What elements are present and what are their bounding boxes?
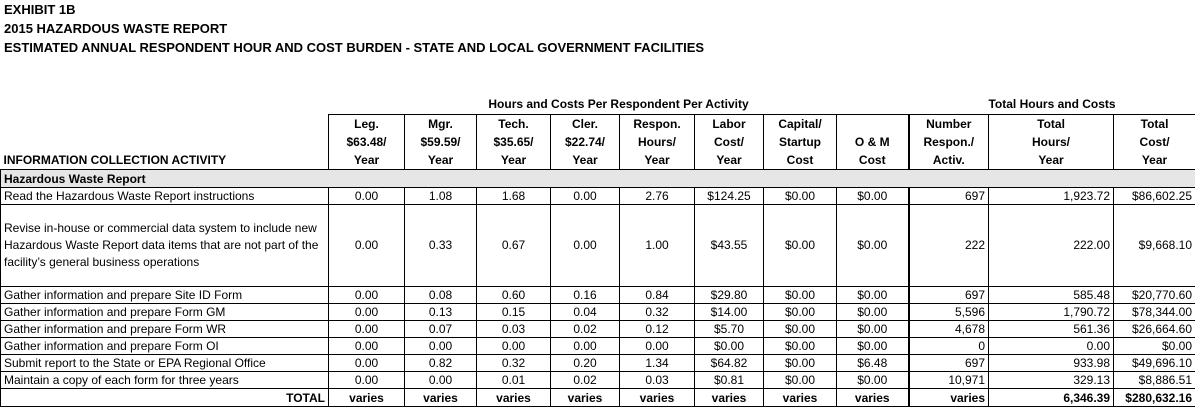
leg-cell: 0.00 [329,205,405,287]
respon-cell: 0.12 [620,321,695,338]
respon-cell: 0.84 [620,287,695,304]
col-total-hours-h3: Year [989,151,1114,170]
om-cell: $0.00 [837,188,909,205]
tech-cell: 0.01 [477,372,551,389]
col-leg-h2: $63.48/ [329,133,405,151]
header-row-1 [1,115,1195,134]
labor-cell: $124.25 [695,188,764,205]
total-cost-cell: $78,344.00 [1114,304,1195,321]
labor-cell: $14.00 [695,304,764,321]
labor-cell: $29.80 [695,287,764,304]
col-capital-h3: Cost [764,151,837,170]
om-cell: $6.48 [837,355,909,372]
total-capital-cell: varies [764,389,837,407]
leg-cell: 0.00 [329,287,405,304]
total-hours-cell: 933.98 [989,355,1114,372]
respon-cell: 0.03 [620,372,695,389]
section-label: Hazardous Waste Report [1,170,1195,188]
leg-cell: 0.00 [329,321,405,338]
tech-cell: 0.03 [477,321,551,338]
cler-cell: 0.00 [551,338,620,355]
col-om-h3: Cost [837,151,909,170]
tech-cell: 0.67 [477,205,551,287]
col-total-cost-h2: Cost/ [1114,133,1195,151]
activity-cell: Maintain a copy of each form for three years [1,372,329,389]
col-om-h2: O & M [837,133,909,151]
col-number-h3: Activ. [909,151,989,170]
burden-table [0,94,1195,407]
total-cost-cell: $86,602.25 [1114,188,1195,205]
leg-cell: 0.00 [329,304,405,321]
cler-cell: 0.16 [551,287,620,304]
cler-cell: 0.02 [551,321,620,338]
cler-cell: 0.02 [551,372,620,389]
om-cell: $0.00 [837,338,909,355]
total-labor-cell: varies [695,389,764,407]
col-labor-h2: Cost/ [695,133,764,151]
leg-cell: 0.00 [329,188,405,205]
tech-cell: 0.60 [477,287,551,304]
total-mgr-cell: varies [405,389,477,407]
col-om-h1 [837,115,909,134]
col-tech-h2: $35.65/ [477,133,551,151]
capital-cell: $0.00 [764,205,837,287]
col-labor-h1: Labor [695,115,764,134]
labor-cell: $0.00 [695,338,764,355]
total-row [1,389,1195,407]
total-leg-cell: varies [329,389,405,407]
col-leg-h3: Year [329,151,405,170]
capital-cell: $0.00 [764,355,837,372]
table-row [1,355,1195,372]
number-cell: 5,596 [909,304,989,321]
table-row [1,321,1195,338]
col-total-hours-h1: Total [989,115,1114,134]
total-cost-cell: $49,696.10 [1114,355,1195,372]
number-cell: 10,971 [909,372,989,389]
labor-cell: $64.82 [695,355,764,372]
col-capital-h1: Capital/ [764,115,837,134]
table-row [1,188,1195,205]
col-cler-h3: Year [551,151,620,170]
activity-cell: Submit report to the State or EPA Regional Office [1,355,329,372]
labor-cell: $43.55 [695,205,764,287]
om-cell: $0.00 [837,205,909,287]
capital-cell: $0.00 [764,188,837,205]
col-cler-h2: $22.74/ [551,133,620,151]
total-cost-cell: $9,668.10 [1114,205,1195,287]
cler-cell: 0.04 [551,304,620,321]
respon-cell: 2.76 [620,188,695,205]
report-titles [4,0,704,57]
total-cler-cell: varies [551,389,620,407]
col-total-hours-h2: Hours/ [989,133,1114,151]
respon-cell: 1.00 [620,205,695,287]
capital-cell: $0.00 [764,304,837,321]
col-capital-h2: Startup [764,133,837,151]
number-cell: 0 [909,338,989,355]
table-row [1,205,1195,287]
col-total-cost-h1: Total [1114,115,1195,134]
total-tech-cell: varies [477,389,551,407]
col-mgr-h3: Year [405,151,477,170]
leg-cell: 0.00 [329,355,405,372]
capital-cell: $0.00 [764,372,837,389]
report-subtitle: ESTIMATED ANNUAL RESPONDENT HOUR AND COST BURDEN - STATE AND LOCAL GOVERNMENT FACILITIES [4,40,705,55]
total-hours-cell: 1,923.72 [989,188,1114,205]
col-labor-h3: Year [695,151,764,170]
mgr-cell: 0.33 [405,205,477,287]
activity-cell: Gather information and prepare Form WR [1,321,329,338]
tech-cell: 1.68 [477,188,551,205]
table-row [1,372,1195,389]
mgr-cell: 0.00 [405,372,477,389]
cler-cell: 0.20 [551,355,620,372]
total-om-cell: varies [837,389,909,407]
number-cell: 697 [909,355,989,372]
cler-cell: 0.00 [551,188,620,205]
col-cler-h1: Cler. [551,115,620,134]
col-respon-h2: Hours/ [620,133,695,151]
total-hours-cell: 222.00 [989,205,1114,287]
activity-cell: Revise in-house or commercial data system to include new Hazardous Waste Report data items that are not part of the facility’s general business operations [1,205,329,287]
group-header-row [1,94,1195,115]
activity-cell: Gather information and prepare Form OI [1,338,329,355]
total-total-hours-cell: 6,346.39 [989,389,1114,407]
col-number-h1: Number [909,115,989,134]
mgr-cell: 1.08 [405,188,477,205]
header-row-2 [1,133,1195,151]
col-activity-header: INFORMATION COLLECTION ACTIVITY [3,153,227,167]
group-per-activity: Hours and Costs Per Respondent Per Activity [488,97,749,111]
total-total-cost-cell: $280,632.16 [1114,389,1195,407]
leg-cell: 0.00 [329,372,405,389]
capital-cell: $0.00 [764,338,837,355]
header-row-3 [1,151,1195,170]
col-tech-h1: Tech. [477,115,551,134]
tech-cell: 0.00 [477,338,551,355]
exhibit-label: EXHIBIT 1B [4,2,76,17]
total-cost-cell: $8,886.51 [1114,372,1195,389]
total-number-cell: varies [909,389,989,407]
mgr-cell: 0.08 [405,287,477,304]
om-cell: $0.00 [837,372,909,389]
activity-cell: Read the Hazardous Waste Report instructions [1,188,329,205]
number-cell: 697 [909,188,989,205]
table-row [1,287,1195,304]
tech-cell: 0.32 [477,355,551,372]
total-cost-cell: $0.00 [1114,338,1195,355]
col-number-h2: Respon./ [909,133,989,151]
report-title: 2015 HAZARDOUS WASTE REPORT [4,21,228,36]
total-cost-cell: $20,770.60 [1114,287,1195,304]
om-cell: $0.00 [837,304,909,321]
number-cell: 222 [909,205,989,287]
number-cell: 697 [909,287,989,304]
cler-cell: 0.00 [551,205,620,287]
total-cost-cell: $26,664.60 [1114,321,1195,338]
col-respon-h3: Year [620,151,695,170]
mgr-cell: 0.13 [405,304,477,321]
activity-cell: Gather information and prepare Form GM [1,304,329,321]
om-cell: $0.00 [837,321,909,338]
mgr-cell: 0.00 [405,338,477,355]
respon-cell: 0.00 [620,338,695,355]
col-respon-h1: Respon. [620,115,695,134]
col-tech-h3: Year [477,151,551,170]
total-hours-cell: 0.00 [989,338,1114,355]
total-label: TOTAL [1,389,329,407]
total-hours-cell: 561.36 [989,321,1114,338]
section-row [1,170,1195,188]
table-row [1,304,1195,321]
leg-cell: 0.00 [329,338,405,355]
respon-cell: 0.32 [620,304,695,321]
tech-cell: 0.15 [477,304,551,321]
capital-cell: $0.00 [764,321,837,338]
total-hours-cell: 585.48 [989,287,1114,304]
col-mgr-h1: Mgr. [405,115,477,134]
col-leg-h1: Leg. [329,115,405,134]
col-mgr-h2: $59.59/ [405,133,477,151]
table-row [1,338,1195,355]
mgr-cell: 0.82 [405,355,477,372]
table-body [1,170,1195,407]
mgr-cell: 0.07 [405,321,477,338]
group-totals: Total Hours and Costs [988,97,1116,111]
total-respon-cell: varies [620,389,695,407]
total-hours-cell: 329.13 [989,372,1114,389]
om-cell: $0.00 [837,287,909,304]
number-cell: 4,678 [909,321,989,338]
total-hours-cell: 1,790.72 [989,304,1114,321]
labor-cell: $5.70 [695,321,764,338]
labor-cell: $0.81 [695,372,764,389]
capital-cell: $0.00 [764,287,837,304]
activity-cell: Gather information and prepare Site ID Form [1,287,329,304]
col-total-cost-h3: Year [1114,151,1195,170]
respon-cell: 1.34 [620,355,695,372]
